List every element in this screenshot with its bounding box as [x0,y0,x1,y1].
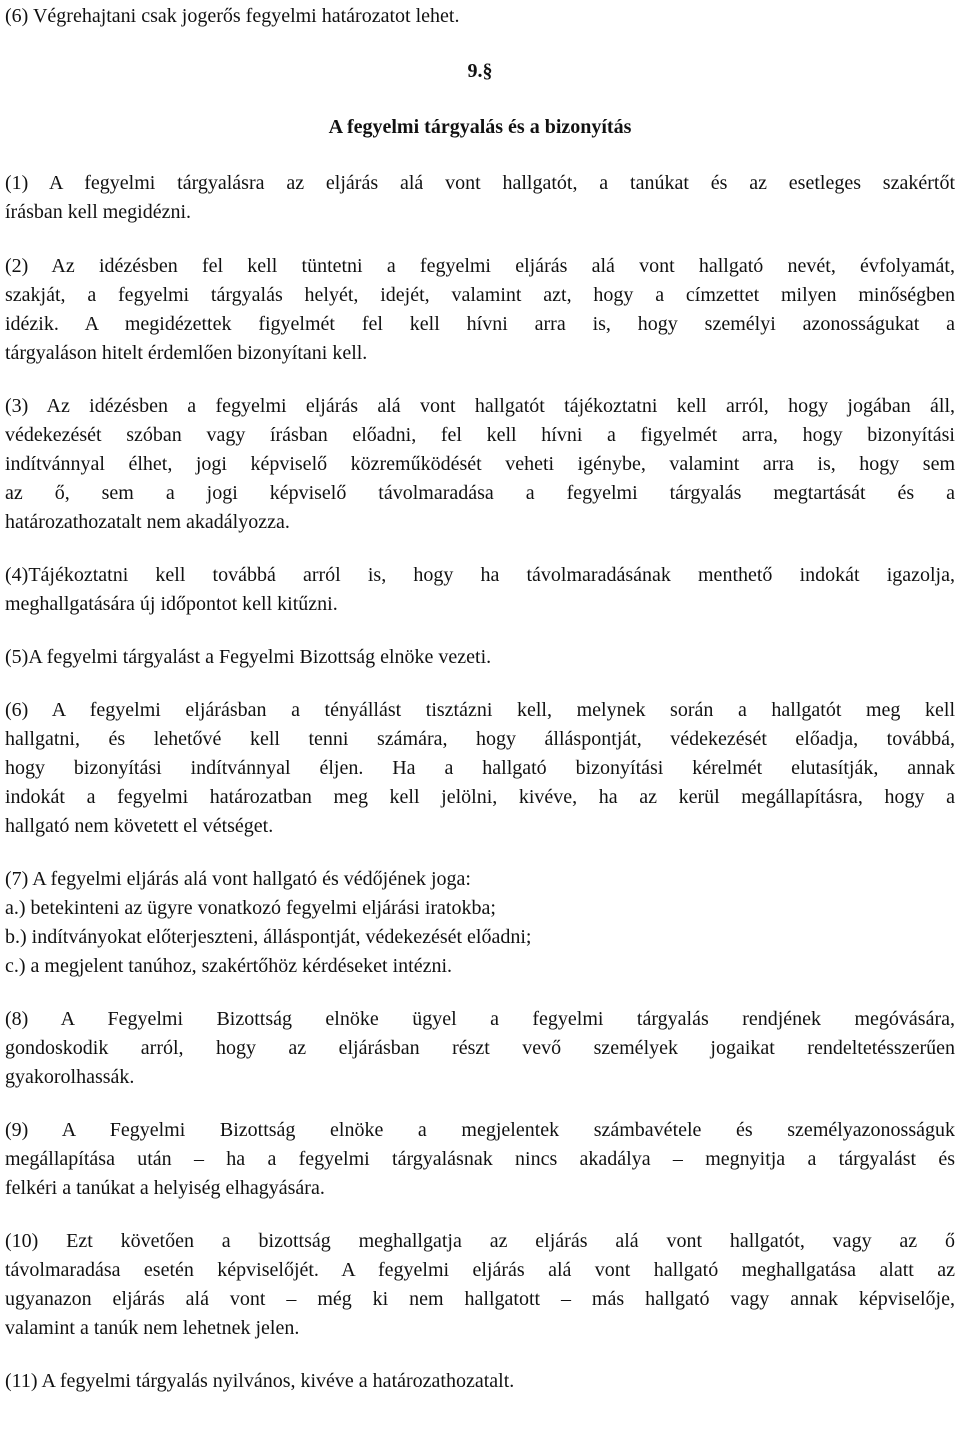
paragraph-line: határozathozatalt nem akadályozza. [5,511,290,533]
paragraph-line: (1) A fegyelmi tárgyalásra az eljárás alá vont hallgatót, a tanúkat és az esetleges szakértőt [5,172,955,194]
top-line: (6) Végrehajtani csak jogerős fegyelmi határozatot lehet. [5,5,460,27]
paragraph-8 [5,1005,955,1092]
paragraph-line: hallgató nem követett el vétséget. [5,815,274,837]
paragraph-line: távolmaradása esetén képviselőjét. A fegyelmi eljárás alá vont hallgató meghallgatása alatt az [5,1259,955,1281]
paragraph-line: az ő, sem a jogi képviselő távolmaradása a fegyelmi tárgyalás megtartását és a [5,482,955,504]
paragraph-line: (5)A fegyelmi tárgyalást a Fegyelmi Bizottság elnöke vezeti. [5,646,492,668]
paragraph-line: indokát a fegyelmi határozatban meg kell jelölni, kivéve, ha az kerül megállapításra, hogy a [5,786,955,808]
paragraph-line: hallgatni, és lehetővé kell tenni számára, hogy álláspontját, védekezését előadja, továbbá, [5,728,955,750]
paragraph-line: ugyanazon eljárás alá vont ‒ még ki nem hallgatott ‒ más hallgató vagy annak képviselője, [5,1288,955,1310]
paragraph-line: felkéri a tanúkat a helyiség elhagyására. [5,1177,325,1199]
paragraph-5 [5,643,955,672]
paragraph-7 [5,865,955,981]
paragraph-line: (10) Ezt követően a bizottság meghallgatja az eljárás alá vont hallgatót, vagy az ő [5,1230,955,1252]
paragraph-line: (6) A fegyelmi eljárásban a tényállást tisztázni kell, melynek során a hallgatót meg kell [5,699,955,721]
paragraph-line: indítvánnyal élhet, jogi képviselő közreműködését veheti igénybe, valamint arra is, hogy sem [5,453,955,475]
paragraph-6 [5,696,955,841]
paragraph-line: írásban kell megidézni. [5,201,192,223]
paragraph-line: (11) A fegyelmi tárgyalás nyilvános, kivéve a határozathozatalt. [5,1370,515,1392]
paragraph-line: valamint a tanúk nem lehetnek jelen. [5,1317,300,1339]
list-item: a.) betekinteni az ügyre vonatkozó fegyelmi eljárási iratokba; [5,897,496,919]
paragraph-line: (7) A fegyelmi eljárás alá vont hallgató és védőjének joga: [5,868,471,890]
section-number: 9.§ [467,60,493,82]
paragraph-line: gondoskodik arról, hogy az eljárásban részt vevő személyek jogaikat rendeltetésszerűen [5,1037,955,1059]
paragraph-line: tárgyaláson hitelt érdemlően bizonyítani kell. [5,342,368,364]
paragraph-line: idézik. A megidézettek figyelmét fel kell hívni arra is, hogy személyi azonosságukat a [5,313,955,335]
paragraph-line: hogy bizonyítási indítvánnyal éljen. Ha a hallgató bizonyítási kérelmét elutasítják, annak [5,757,955,779]
paragraph-line: (9) A Fegyelmi Bizottság elnöke a megjelentek számbavétele és személyazonosságuk [5,1119,955,1141]
paragraph-line: (8) A Fegyelmi Bizottság elnöke ügyel a fegyelmi tárgyalás rendjének megóvására, [5,1008,955,1030]
document-page [5,0,955,1396]
paragraph-line: szakját, a fegyelmi tárgyalás helyét, idejét, valamint azt, hogy a címzettet milyen minőségben [5,284,955,306]
paragraph-3 [5,392,955,537]
list-item: c.) a megjelent tanúhoz, szakértőhöz kérdéseket intézni. [5,955,453,977]
paragraph-line: (3) Az idézésben a fegyelmi eljárás alá vont hallgatót tájékoztatni kell arról, hogy jogában áll, [5,395,955,417]
paragraph-line: (4)Tájékoztatni kell továbbá arról is, hogy ha távolmaradásának menthető indokát igazolja, [5,564,955,586]
list-item: b.) indítványokat előterjeszteni, álláspontját, védekezését előadni; [5,926,532,948]
paragraph-line: meghallgatására új időpontot kell kitűzni. [5,593,338,615]
paragraph-line: gyakorolhassák. [5,1066,135,1088]
paragraph-11 [5,1367,955,1396]
paragraph-line: (2) Az idézésben fel kell tüntetni a fegyelmi eljárás alá vont hallgató nevét, évfolyamát, [5,255,955,277]
paragraph-line: védekezését szóban vagy írásban előadni, fel kell hívni a figyelmét arra, hogy bizonyítási [5,424,955,446]
paragraph-1 [5,169,955,227]
paragraph-4 [5,561,955,619]
paragraph-2 [5,252,955,368]
paragraph-line: megállapítása után ‒ ha a fegyelmi tárgyalásnak nincs akadálya ‒ megnyitja a tárgyalást és [5,1148,955,1170]
paragraph-9 [5,1116,955,1203]
section-title: A fegyelmi tárgyalás és a bizonyítás [328,116,632,138]
paragraph-10 [5,1227,955,1343]
